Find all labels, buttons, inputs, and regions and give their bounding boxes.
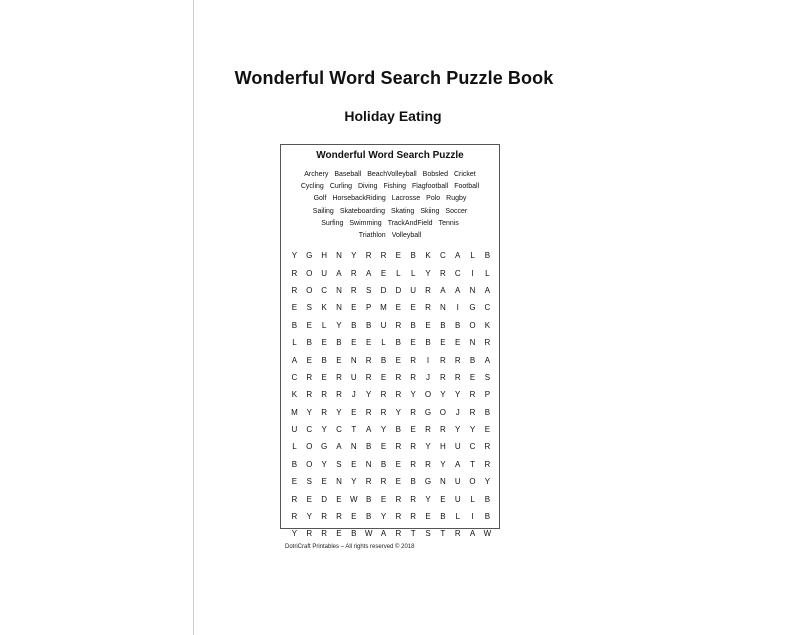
puzzle-box xyxy=(280,144,500,539)
grid-letter: E xyxy=(321,477,327,487)
grid-letter: B xyxy=(365,494,372,504)
grid-letter: Y xyxy=(440,459,446,469)
grid-letter: E xyxy=(440,338,446,348)
grid-letter: Y xyxy=(306,512,312,522)
grid-letter: R xyxy=(439,425,446,435)
grid-letter: R xyxy=(365,407,372,417)
grid-letter: E xyxy=(425,512,431,522)
grid-letter: R xyxy=(365,477,372,487)
grid-letter: D xyxy=(321,494,327,504)
grid-letter: R xyxy=(410,459,417,469)
grid-letter: E xyxy=(336,494,342,504)
grid-letter: N xyxy=(365,459,372,469)
copyright-footer: DotriCraft Printables – All rights reserved © 2018 xyxy=(285,544,415,550)
grid-letter: L xyxy=(485,268,490,278)
grid-letter: S xyxy=(306,477,312,487)
word-list-item: Swimming xyxy=(349,219,382,227)
grid-letter: Y xyxy=(351,477,357,487)
grid-row xyxy=(287,473,495,490)
grid-letter: A xyxy=(336,442,342,452)
word-list-item: Golf xyxy=(313,195,327,203)
grid-letter: E xyxy=(410,338,416,348)
grid-letter: A xyxy=(455,251,461,261)
grid-row xyxy=(287,334,495,351)
grid-letter: R xyxy=(395,390,402,400)
grid-letter: B xyxy=(306,338,312,348)
grid-letter: N xyxy=(350,442,357,452)
word-list-item: Flagfootball xyxy=(412,183,449,191)
grid-letter: E xyxy=(395,459,401,469)
grid-letter: U xyxy=(410,285,417,295)
grid-letter: R xyxy=(395,512,402,522)
grid-letter: U xyxy=(380,320,387,330)
grid-letter: R xyxy=(321,529,327,539)
grid-row xyxy=(287,490,495,507)
grid-letter: R xyxy=(425,425,431,435)
grid-letter: E xyxy=(336,355,342,365)
grid-letter: Y xyxy=(455,425,461,435)
grid-row xyxy=(287,508,495,525)
grid-letter: E xyxy=(321,372,327,382)
word-list-item: Lacrosse xyxy=(391,195,421,203)
grid-letter: E xyxy=(395,355,401,365)
grid-letter: B xyxy=(410,320,416,330)
grid-letter: B xyxy=(395,425,401,435)
grid-letter: Y xyxy=(306,407,312,417)
grid-letter: G xyxy=(469,303,476,313)
grid-letter: C xyxy=(336,425,342,435)
grid-letter: E xyxy=(365,338,372,348)
word-list-line xyxy=(281,206,499,218)
grid-row xyxy=(287,438,495,455)
grid-letter: E xyxy=(351,512,357,522)
grid-letter: E xyxy=(321,338,327,348)
puzzle-subtitle: Holiday Eating xyxy=(344,108,442,124)
grid-letter: P xyxy=(484,390,491,400)
grid-letter: G xyxy=(424,407,432,417)
grid-letter: B xyxy=(455,320,461,330)
grid-letter: R xyxy=(350,285,357,295)
word-list-item: Baseball xyxy=(334,171,362,178)
grid-letter: C xyxy=(439,251,446,261)
grid-letter: D xyxy=(380,285,387,295)
grid-letter: E xyxy=(395,251,401,261)
grid-letter: Y xyxy=(380,425,387,435)
grid-letter: R xyxy=(439,355,446,365)
grid-letter: E xyxy=(380,268,387,278)
grid-letter: A xyxy=(365,268,372,278)
grid-letter: L xyxy=(470,494,475,504)
grid-letter: R xyxy=(395,442,402,452)
grid-letter: R xyxy=(365,251,372,261)
word-list-item: BeachVolleyball xyxy=(367,171,417,178)
grid-letter: B xyxy=(380,355,387,365)
grid-letter: I xyxy=(426,355,430,365)
grid-letter: R xyxy=(306,372,313,382)
grid-letter: R xyxy=(291,512,298,522)
grid-letter: O xyxy=(306,459,313,469)
grid-letter: R xyxy=(336,372,342,382)
grid-letter: R xyxy=(395,494,402,504)
grid-row xyxy=(287,351,495,368)
word-list-item: Rugby xyxy=(446,195,467,203)
grid-letter: Y xyxy=(484,477,491,487)
grid-letter: E xyxy=(351,407,357,417)
grid-letter: L xyxy=(410,268,416,278)
grid-letter: R xyxy=(395,372,402,382)
word-list-item: Skiing xyxy=(420,207,440,215)
grid-letter: A xyxy=(440,285,446,295)
grid-letter: R xyxy=(365,355,372,365)
grid-letter: R xyxy=(395,529,402,539)
grid-letter: R xyxy=(336,512,342,522)
grid-letter: A xyxy=(336,268,342,278)
grid-letter: R xyxy=(380,390,387,400)
grid-letter: Y xyxy=(336,320,342,330)
grid-letter: C xyxy=(291,372,298,382)
grid-letter: E xyxy=(306,355,312,365)
grid-letter: E xyxy=(336,529,342,539)
grid-letter: G xyxy=(320,442,328,452)
grid-letter: C xyxy=(469,442,476,452)
grid-letter: O xyxy=(469,477,476,487)
word-list-item: Skating xyxy=(390,207,415,215)
grid-letter: S xyxy=(306,303,312,313)
book-title: Wonderful Word Search Puzzle Book xyxy=(234,68,554,88)
grid-letter: Y xyxy=(469,425,476,435)
grid-letter: R xyxy=(484,459,491,469)
grid-letter: R xyxy=(410,512,417,522)
grid-letter: E xyxy=(291,477,298,487)
grid-letter: O xyxy=(306,268,313,278)
grid-letter: Y xyxy=(410,390,416,400)
grid-letter: O xyxy=(469,320,476,330)
grid-letter: E xyxy=(395,303,401,313)
grid-letter: R xyxy=(380,251,387,261)
grid-letter: N xyxy=(469,285,476,295)
grid-letter: R xyxy=(350,268,357,278)
word-list-item: Sailing xyxy=(312,207,334,215)
grid-letter: A xyxy=(291,355,298,365)
grid-letter: R xyxy=(306,529,313,539)
grid-letter: J xyxy=(351,390,356,400)
grid-letter: R xyxy=(425,285,431,295)
grid-letter: E xyxy=(380,494,387,504)
word-list-item: Skateboarding xyxy=(339,207,385,215)
word-list-line xyxy=(281,193,499,205)
grid-letter: R xyxy=(321,512,327,522)
grid-letter: R xyxy=(410,407,417,417)
grid-letter: E xyxy=(455,338,461,348)
grid-letter: S xyxy=(425,529,431,539)
grid-row xyxy=(287,317,495,334)
word-list-line xyxy=(281,218,499,230)
grid-letter: E xyxy=(306,494,312,504)
grid-letter: E xyxy=(351,338,357,348)
grid-letter: R xyxy=(410,355,417,365)
grid-letter: E xyxy=(469,372,476,382)
grid-letter: R xyxy=(321,407,327,417)
grid-letter: E xyxy=(484,425,491,435)
grid-letter: E xyxy=(410,303,416,313)
grid-row xyxy=(287,386,495,403)
grid-letter: R xyxy=(365,372,372,382)
grid-letter: R xyxy=(291,285,298,295)
grid-row xyxy=(287,247,495,264)
grid-letter: E xyxy=(351,459,357,469)
grid-letter: E xyxy=(425,320,431,330)
grid-letter: L xyxy=(396,268,401,278)
grid-letter: B xyxy=(440,512,446,522)
grid-letter: E xyxy=(291,303,298,313)
grid-letter: Y xyxy=(425,442,431,452)
grid-letter: B xyxy=(440,320,446,330)
word-list-item: Football xyxy=(454,183,480,191)
grid-letter: H xyxy=(321,251,327,261)
grid-letter: H xyxy=(439,442,446,452)
grid-letter: N xyxy=(336,303,342,313)
grid-letter: R xyxy=(454,355,461,365)
grid-letter: Y xyxy=(291,251,298,261)
grid-letter: R xyxy=(321,390,327,400)
grid-letter: E xyxy=(395,477,401,487)
word-list-item: Triathlon xyxy=(358,232,386,240)
grid-letter: Y xyxy=(321,459,327,469)
grid-letter: C xyxy=(484,303,491,313)
grid-letter: Y xyxy=(440,390,446,400)
word-list-line xyxy=(281,181,499,193)
grid-letter: C xyxy=(306,425,313,435)
grid-letter: R xyxy=(291,268,298,278)
grid-letter: R xyxy=(484,338,491,348)
grid-letter: R xyxy=(454,372,461,382)
grid-letter: B xyxy=(365,320,372,330)
grid-row xyxy=(287,404,495,421)
grid-letter: W xyxy=(350,494,358,504)
grid-letter: A xyxy=(484,355,491,365)
word-list-item: Surfing xyxy=(321,219,344,227)
grid-letter: R xyxy=(410,494,417,504)
grid-letter: R xyxy=(380,477,387,487)
grid-letter: A xyxy=(455,459,461,469)
grid-letter: R xyxy=(395,320,402,330)
word-list-item: Curling xyxy=(329,183,352,191)
grid-letter: R xyxy=(439,372,446,382)
word-list-item: Cricket xyxy=(453,171,476,178)
word-list-item: Bobsled xyxy=(422,171,448,178)
grid-letter: Y xyxy=(425,268,431,278)
grid-letter: B xyxy=(351,529,357,539)
grid-letter: E xyxy=(440,494,446,504)
grid-letter: B xyxy=(365,442,372,452)
word-list-item: TrackAndField xyxy=(387,219,433,227)
grid-letter: U xyxy=(291,425,298,435)
grid-letter: B xyxy=(484,512,491,522)
grid-letter: E xyxy=(306,320,312,330)
grid-letter: R xyxy=(410,442,417,452)
grid-letter: Y xyxy=(380,512,387,522)
grid-letter: B xyxy=(484,494,491,504)
grid-letter: B xyxy=(291,320,298,330)
grid-row xyxy=(287,456,495,473)
grid-letter: B xyxy=(410,251,416,261)
grid-letter: Y xyxy=(351,251,357,261)
grid-letter: N xyxy=(336,251,342,261)
grid-letter: B xyxy=(291,459,298,469)
grid-letter: R xyxy=(484,442,491,452)
grid-letter: N xyxy=(439,477,446,487)
grid-letter: U xyxy=(454,494,461,504)
grid-letter: L xyxy=(292,338,297,348)
grid-letter: S xyxy=(336,459,342,469)
grid-row xyxy=(287,369,495,386)
grid-letter: R xyxy=(410,372,417,382)
grid-letter: N xyxy=(350,355,357,365)
grid-letter: J xyxy=(426,372,431,382)
grid-letter: B xyxy=(351,320,357,330)
grid-letter: O xyxy=(306,442,313,452)
grid-letter: E xyxy=(410,425,416,435)
grid-letter: U xyxy=(350,372,357,382)
grid-letter: Y xyxy=(291,529,298,539)
grid-letter: B xyxy=(336,338,342,348)
grid-letter: O xyxy=(439,407,446,417)
grid-letter: U xyxy=(454,477,461,487)
grid-letter: B xyxy=(321,355,327,365)
grid-letter: N xyxy=(439,303,446,313)
grid-letter: A xyxy=(469,529,476,539)
grid-letter: W xyxy=(483,529,492,539)
word-list-item: Fishing xyxy=(383,183,407,191)
word-list-item: Polo xyxy=(426,195,441,203)
letter-grid xyxy=(287,247,495,543)
grid-letter: R xyxy=(469,407,476,417)
grid-letter: A xyxy=(365,425,372,435)
grid-letter: L xyxy=(455,512,460,522)
page-edge xyxy=(193,0,194,635)
grid-letter: R xyxy=(454,529,461,539)
grid-row xyxy=(287,282,495,299)
grid-letter: M xyxy=(291,407,298,417)
grid-letter: R xyxy=(380,407,387,417)
grid-letter: L xyxy=(470,251,475,261)
grid-letter: I xyxy=(456,303,459,313)
word-list-line xyxy=(281,230,499,242)
grid-letter: L xyxy=(381,338,386,348)
grid-letter: C xyxy=(321,285,327,295)
grid-row xyxy=(287,525,495,542)
grid-letter: K xyxy=(425,251,431,261)
word-list-item: Archery xyxy=(304,171,329,178)
grid-letter: Y xyxy=(365,390,372,400)
grid-letter: B xyxy=(484,251,491,261)
grid-row xyxy=(287,421,495,438)
grid-letter: B xyxy=(380,459,387,469)
grid-letter: Y xyxy=(425,494,431,504)
grid-letter: A xyxy=(380,529,387,539)
grid-letter: R xyxy=(336,390,342,400)
grid-letter: Y xyxy=(395,407,401,417)
grid-letter: Y xyxy=(455,390,461,400)
grid-letter: E xyxy=(351,303,357,313)
grid-letter: W xyxy=(364,529,373,539)
grid-letter: N xyxy=(469,338,476,348)
word-list-item: Soccer xyxy=(445,207,468,215)
grid-letter: T xyxy=(470,459,475,469)
grid-letter: S xyxy=(365,285,372,295)
grid-letter: R xyxy=(425,303,431,313)
grid-letter: R xyxy=(291,494,298,504)
grid-letter: T xyxy=(440,529,446,539)
grid-letter: S xyxy=(484,372,491,382)
grid-letter: C xyxy=(454,268,461,278)
grid-letter: G xyxy=(306,251,313,261)
word-list-item: Volleyball xyxy=(391,232,422,240)
word-list-line xyxy=(281,169,499,181)
grid-letter: K xyxy=(291,390,298,400)
grid-letter: K xyxy=(321,303,327,313)
grid-letter: B xyxy=(425,338,431,348)
grid-letter: U xyxy=(454,442,461,452)
grid-letter: B xyxy=(469,355,476,365)
word-list xyxy=(281,169,499,242)
word-list-item: HorsebackRiding xyxy=(332,195,386,203)
grid-letter: B xyxy=(484,407,491,417)
word-list-item: Tennis xyxy=(438,219,459,227)
grid-row xyxy=(287,264,495,281)
grid-letter: P xyxy=(365,303,372,313)
grid-letter: N xyxy=(336,477,342,487)
grid-letter: I xyxy=(471,512,474,522)
grid-letter: E xyxy=(380,442,387,452)
grid-letter: K xyxy=(484,320,491,330)
grid-letter: R xyxy=(469,390,476,400)
grid-letter: J xyxy=(455,407,460,417)
grid-letter: R xyxy=(439,268,446,278)
grid-letter: O xyxy=(424,390,432,400)
grid-letter: I xyxy=(471,268,474,278)
grid-letter: U xyxy=(321,268,327,278)
grid-letter: Y xyxy=(321,425,327,435)
grid-letter: R xyxy=(306,390,313,400)
grid-letter: D xyxy=(395,285,402,295)
grid-letter: L xyxy=(292,442,297,452)
word-list-item: Cycling xyxy=(300,183,324,191)
grid-letter: E xyxy=(380,372,387,382)
grid-letter: A xyxy=(455,285,461,295)
grid-letter: M xyxy=(380,303,387,313)
grid-letter: B xyxy=(365,512,372,522)
grid-letter: B xyxy=(410,477,416,487)
grid-letter: A xyxy=(484,285,491,295)
grid-letter: T xyxy=(351,425,357,435)
grid-row xyxy=(287,299,495,316)
grid-letter: O xyxy=(306,285,313,295)
grid-letter: T xyxy=(410,529,416,539)
grid-letter: N xyxy=(336,285,342,295)
grid-letter: L xyxy=(321,320,327,330)
grid-letter: Y xyxy=(336,407,342,417)
puzzle-title: Wonderful Word Search Puzzle xyxy=(316,150,464,161)
word-list-item: Diving xyxy=(358,183,378,191)
grid-letter: B xyxy=(395,338,401,348)
grid-letter: R xyxy=(425,459,431,469)
grid-letter: G xyxy=(424,477,432,487)
